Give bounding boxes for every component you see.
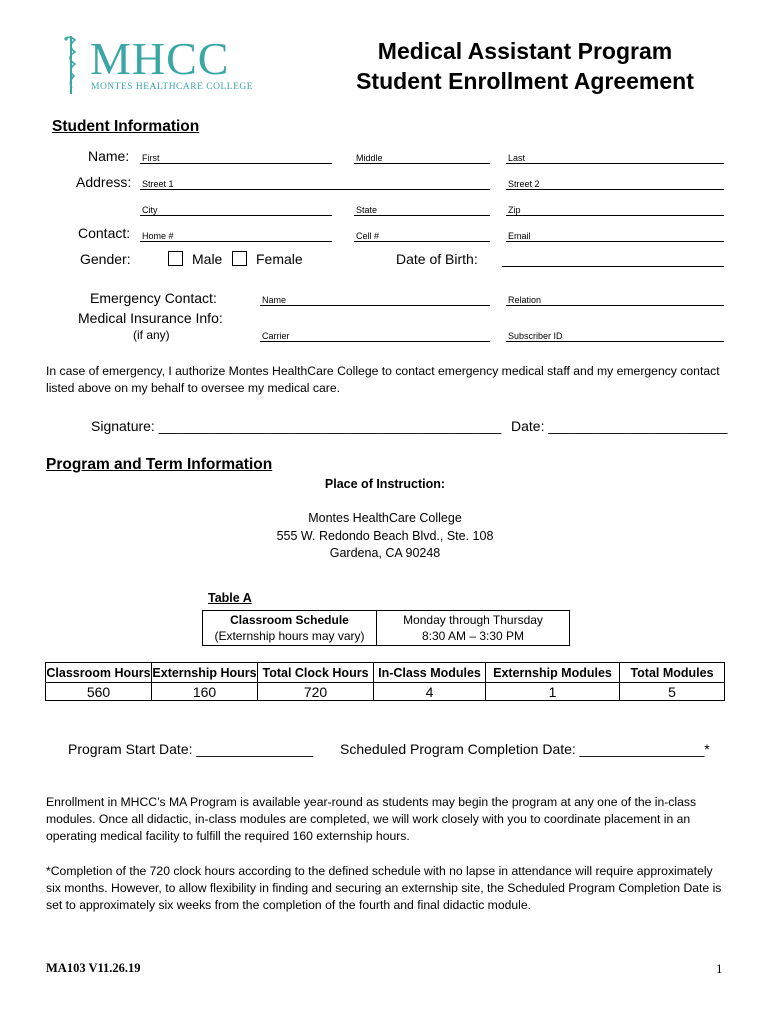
emergency-relation-field[interactable] [506,294,724,306]
state-caption: State [356,205,378,215]
zip-caption: Zip [508,205,521,215]
carrier-caption: Carrier [262,331,290,341]
name-label: Name: [88,148,130,164]
middle-name-field[interactable] [354,152,490,164]
header-cell: Classroom Hours [46,663,152,683]
first-name-caption: First [142,153,160,163]
value-cell: 160 [152,683,258,701]
header-cell: Total Clock Hours [258,663,374,683]
middle-name-caption: Middle [356,153,383,163]
value-cell: 1 [486,683,620,701]
emergency-label: Emergency Contact: [90,290,217,306]
student-info-heading: Student Information [52,118,200,135]
schedule-hours: 8:30 AM – 3:30 PM [421,629,525,643]
first-name-field[interactable] [140,152,332,164]
schedule-days: Monday through Thursday [403,613,543,627]
home-phone-field[interactable] [140,230,332,242]
emergency-relation-caption: Relation [508,295,542,305]
schedule-label: Classroom Schedule [230,613,349,627]
carrier-field[interactable] [260,330,490,342]
program-start-date[interactable]: Program Start Date: _______________ [68,741,314,757]
schedule-table [202,610,570,646]
program-heading: Program and Term Information [46,456,273,473]
street2-field[interactable] [506,178,724,190]
page-number: 1 [716,961,723,976]
street1-field[interactable] [140,178,490,190]
last-name-caption: Last [508,153,526,163]
hours-header-row [46,663,725,683]
cell-phone-caption: Cell # [356,231,380,241]
program-completion-date[interactable]: Scheduled Program Completion Date: ________________* [340,741,710,757]
enrollment-paragraph: Enrollment in MHCC’s MA Program is available year-round as students may begin the program at any one of the in-class modules. Once all didactic, in-class modules are completed, we will work closely with you to coordinate placement in an operating medical facility to fulfill the required 160 externship hours. [46,795,697,843]
contact-label: Contact: [78,225,131,241]
signature-line[interactable]: Signature: ____________________________________________ [91,418,502,434]
place-city: Gardena, CA 90248 [329,546,441,560]
value-cell: 560 [46,683,152,701]
street1-caption: Street 1 [142,179,174,189]
cell-phone-field[interactable] [354,230,490,242]
header-cell: Total Modules [620,663,725,683]
college-logo [58,34,258,96]
insurance-label: Medical Insurance Info: [78,310,223,326]
subscriber-id-field[interactable] [506,330,724,342]
dob-label: Date of Birth: [396,251,478,267]
authorization-text: In case of emergency, I authorize Montes HealthCare College to contact emergency medical staff and my emergency contact listed above on my behalf to oversee my medical care. [46,364,720,395]
hours-table [45,662,725,701]
place-street: 555 W. Redondo Beach Blvd., Ste. 108 [276,529,494,543]
page-title [320,36,730,96]
header-cell: In-Class Modules [374,663,486,683]
completion-paragraph: *Completion of the 720 clock hours according to the defined schedule with no lapse in attendance will require approximately six months. However, to allow flexibility in finding and securing an externship site, the Scheduled Program Completion Date is set to approximately six weeks from the completion of the fourth and final didactic module. [46,864,722,912]
hours-value-row [46,683,725,701]
subscriber-id-caption: Subscriber ID [508,331,563,341]
place-heading: Place of Instruction: [324,477,446,491]
city-field[interactable] [140,204,332,216]
caduceus-icon [60,34,82,96]
emergency-name-caption: Name [262,295,287,305]
emergency-name-field[interactable] [260,294,490,306]
city-caption: City [142,205,158,215]
header-cell: Externship Modules [486,663,620,683]
email-field[interactable] [506,230,724,242]
female-checkbox[interactable] [232,251,247,266]
schedule-note: (Externship hours may vary) [214,629,365,643]
dob-field[interactable] [502,255,724,267]
logo-subtitle: MONTES HEALTHCARE COLLEGE [91,82,254,92]
female-label: Female [256,251,303,267]
form-code: MA103 V11.26.19 [46,961,141,975]
schedule-value-cell [377,611,570,646]
email-caption: Email [508,231,531,241]
signature-date-line[interactable]: Date: _______________________ [511,418,728,434]
address-label: Address: [76,174,132,190]
street2-caption: Street 2 [508,179,540,189]
insurance-sublabel: (if any) [133,328,170,342]
home-phone-caption: Home # [142,231,174,241]
value-cell: 720 [258,683,374,701]
value-cell: 4 [374,683,486,701]
gender-label: Gender: [80,251,131,267]
title-line-2: Student Enrollment Agreement [356,68,694,94]
zip-field[interactable] [506,204,724,216]
male-checkbox[interactable] [168,251,183,266]
place-name: Montes HealthCare College [308,511,462,525]
table-a-title: Table A [208,591,252,605]
value-cell: 5 [620,683,725,701]
header-cell: Externship Hours [152,663,258,683]
title-line-1: Medical Assistant Program [377,38,673,64]
state-field[interactable] [354,204,490,216]
logo-wordmark: MHCC [90,33,230,84]
schedule-label-cell [203,611,377,646]
last-name-field[interactable] [506,152,724,164]
male-label: Male [192,251,223,267]
